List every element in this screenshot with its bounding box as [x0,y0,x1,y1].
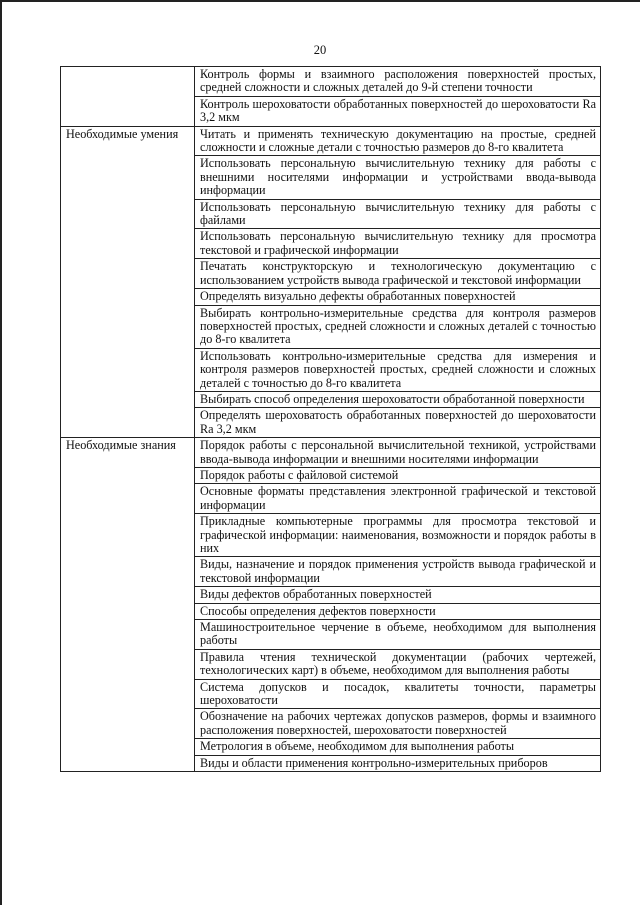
item-cell: Виды и области применения контрольно-измерительных приборов [195,755,601,771]
item-cell: Читать и применять техническую документацию на простые, средней сложности и сложные детали с точностью размеров до 8-го квалитета [195,126,601,156]
category-cell [61,199,195,229]
item-cell: Использовать контрольно-измерительные средства для измерения и контроля размеров поверхностей простых, средней сложности и сложных деталей с точностью до 8-го квалитета [195,348,601,391]
table-row [61,96,601,126]
table-row [61,408,601,438]
category-cell [61,391,195,407]
category-cell [61,739,195,755]
category-cell [61,679,195,709]
item-cell: Контроль формы и взаимного расположения поверхностей простых, средней сложности и сложных деталей до 9-й степени точности [195,67,601,97]
table-row [61,514,601,557]
category-cell [61,514,195,557]
item-cell: Виды, назначение и порядок применения устройств вывода графической и текстовой информации [195,557,601,587]
table-row [61,739,601,755]
item-cell: Использовать персональную вычислительную технику для работы с внешними носителями информации и устройствами ввода-вывода информации [195,156,601,199]
item-cell: Использовать персональную вычислительную технику для просмотра текстовой и графической информации [195,229,601,259]
category-cell [61,484,195,514]
table-row [61,649,601,679]
item-cell: Обозначение на рабочих чертежах допусков размеров, формы и взаимного расположения поверхностей, шероховатости поверхностей [195,709,601,739]
item-cell: Машиностроительное черчение в объеме, необходимом для выполнения работы [195,620,601,650]
category-cell [61,649,195,679]
category-cell [61,229,195,259]
table-row [61,467,601,483]
table-row [61,438,601,468]
item-cell: Прикладные компьютерные программы для просмотра текстовой и графической информации: наименования, возможности и порядок работы в них [195,514,601,557]
item-cell: Выбирать контрольно-измерительные средства для контроля размеров поверхностей простых, средней сложности и сложных деталей с точностью до 8-го квалитета [195,305,601,348]
category-cell [61,156,195,199]
table-row [61,587,601,603]
item-cell: Использовать персональную вычислительную технику для работы с файлами [195,199,601,229]
item-cell: Выбирать способ определения шероховатости обработанной поверхности [195,391,601,407]
category-cell [61,408,195,438]
table-row [61,156,601,199]
category-cell: Необходимые знания [61,438,195,468]
table-row [61,289,601,305]
category-cell [61,709,195,739]
category-cell [61,557,195,587]
item-cell: Виды дефектов обработанных поверхностей [195,587,601,603]
item-cell: Порядок работы с персональной вычислительной техникой, устройствами ввода-вывода информации и внешними носителями информации [195,438,601,468]
table-row [61,755,601,771]
category-cell [61,467,195,483]
table-row [61,557,601,587]
table-row [61,603,601,619]
table-row [61,391,601,407]
competency-table [60,66,601,772]
item-cell: Определять визуально дефекты обработанных поверхностей [195,289,601,305]
category-cell [61,348,195,391]
item-cell: Контроль шероховатости обработанных поверхностей до шероховатости Ra 3,2 мкм [195,96,601,126]
table-row [61,305,601,348]
category-cell [61,96,195,126]
page-number: 20 [313,43,327,57]
table-row [61,259,601,289]
scan-border-left [0,0,2,905]
table-row [61,199,601,229]
category-cell [61,289,195,305]
category-cell [61,587,195,603]
table-row [61,679,601,709]
scan-border-top [0,0,640,2]
category-cell [61,67,195,97]
table-row [61,620,601,650]
item-cell: Определять шероховатость обработанных поверхностей до шероховатости Ra 3,2 мкм [195,408,601,438]
item-cell: Правила чтения технической документации (рабочих чертежей, технологических карт) в объеме, необходимом для выполнения работы [195,649,601,679]
table-row [61,229,601,259]
table-row [61,709,601,739]
item-cell: Порядок работы с файловой системой [195,467,601,483]
competency-table-body [61,67,601,772]
category-cell [61,603,195,619]
category-cell [61,755,195,771]
item-cell: Основные форматы представления электронной графической и текстовой информации [195,484,601,514]
table-row [61,484,601,514]
item-cell: Система допусков и посадок, квалитеты точности, параметры шероховатости [195,679,601,709]
category-cell [61,259,195,289]
item-cell: Способы определения дефектов поверхности [195,603,601,619]
category-cell: Необходимые умения [61,126,195,156]
category-cell [61,305,195,348]
table-row [61,126,601,156]
category-cell [61,620,195,650]
item-cell: Метрология в объеме, необходимом для выполнения работы [195,739,601,755]
table-row [61,67,601,97]
table-row [61,348,601,391]
item-cell: Печатать конструкторскую и технологическую документацию с использованием устройств вывода графической и текстовой информации [195,259,601,289]
